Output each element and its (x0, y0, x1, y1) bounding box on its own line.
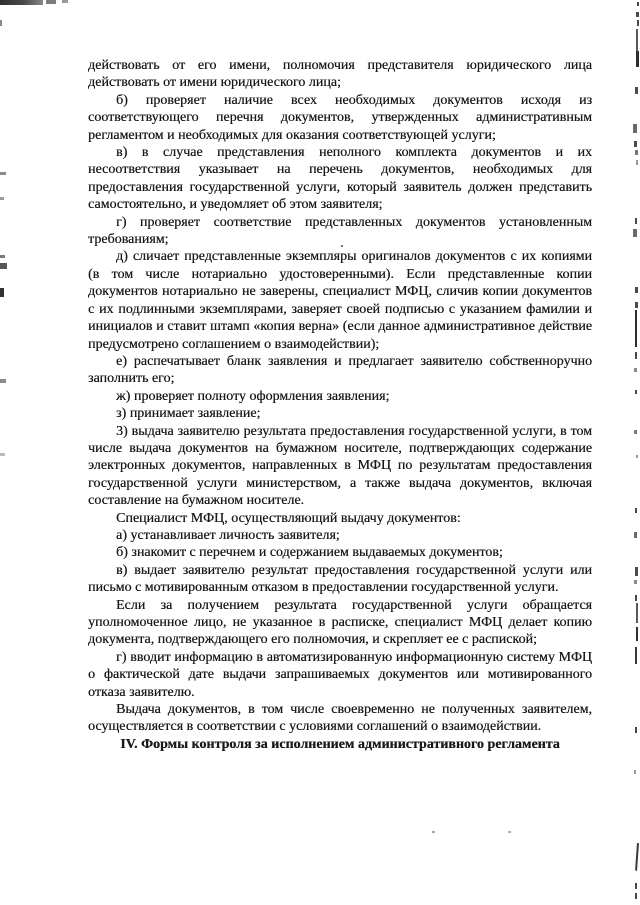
scan-artifact-top-left-smudge (0, 0, 43, 5)
scan-artifact-right-edge (635, 893, 637, 899)
paragraph-item-b2: б) знакомит с перечнем и содержанием выдаваемых документов; (116, 545, 503, 561)
scan-artifact-left-edge (0, 197, 4, 200)
scan-artifact-left-edge (0, 263, 7, 269)
scan-artifact-right-edge (636, 51, 639, 67)
paragraph-specialist-intro: Специалист МФЦ, осуществляющий выдачу документов: (116, 510, 461, 526)
scan-artifact-left-edge (0, 255, 5, 258)
scan-artifact-right-edge (634, 580, 637, 584)
scan-artifact-right-edge (637, 2, 639, 6)
scan-artifact-right-edge (635, 218, 637, 224)
scan-artifact-right-edge (635, 310, 637, 347)
scan-artifact-right-edge (633, 229, 637, 237)
scan-artifact-right-edge (635, 567, 638, 576)
paragraph-item-a2: а) устанавливает личность заявителя; (116, 527, 340, 543)
scan-artifact-right-edge (635, 352, 637, 359)
scan-artifact-right-edge (635, 508, 637, 513)
scan-artifact-right-edge (636, 29, 638, 51)
scan-artifact-right-edge (636, 603, 638, 623)
scan-artifact (46, 0, 56, 4)
scan-artifact-right-edge (635, 595, 637, 601)
scan-artifact-right-edge (634, 430, 637, 434)
scan-artifact-left-edge (0, 288, 4, 297)
scan-artifact-right-edge (635, 727, 637, 733)
scan-artifact-right-edge (636, 12, 639, 17)
paragraph-continuation: действовать от его имени, полномочия представителя юридического лица действовать от имени юридического лица; (88, 58, 592, 91)
paragraph-item-d: д) сличает представленные экземпляры оригиналов документов с их копиями (в том числе нотариально удостоверенными). Если представленные копии документов нотариально не заверены, специалист МФЦ, сличив копии документов с их подлинными экземплярами, заверяет своей подписью с указанием фамилии и инициалов и ставит штамп «копия верна» (если данное административное действие предусмотрено соглашением о взаимодействии); (88, 249, 592, 352)
section-heading-iv: IV. Формы контроля за исполнением административного регламента (120, 736, 560, 752)
scan-artifact-right-edge (634, 770, 636, 774)
paragraph-item-zh: ж) проверяет полноту оформления заявления; (116, 388, 390, 404)
scan-artifact (62, 0, 68, 3)
scan-artifact-right-edge (635, 647, 637, 664)
scan-artifact-right-edge (634, 368, 637, 372)
scan-artifact-right-edge (633, 124, 637, 133)
scan-artifact (508, 831, 511, 833)
scan-artifact-left-edge (0, 20, 2, 26)
scan-artifact-right-edge (636, 160, 638, 165)
paragraph-item-e: е) распечатывает бланк заявления и предлагает заявителю собственноручно заполнить его; (88, 353, 592, 387)
scan-artifact-right-edge (635, 843, 639, 871)
paragraph-item-v: в) в случае представления неполного комплекта документов и их несоответствия указывает на перечень документов, необходимых для предоставления государственной услуги, который заявитель должен представить самостоятельно, и уведомляет об этом заявителя; (88, 145, 592, 213)
paragraph-item-z: з) принимает заявление; (116, 406, 261, 422)
paragraph-item-g: г) проверяет соответствие представленных документов установленным требованиям; (88, 214, 592, 248)
paragraph-item-g2: г) вводит информацию в автоматизированную информационную систему МФЦ о фактической дате выдачи запрашиваемых документов или мотивированного отказа заявителю. (88, 649, 592, 700)
paragraph-final-issuance: Выдача документов, в том числе своевременно не полученных заявителем, осуществляется в соответствии с условиями соглашений о взаимодействии. (88, 702, 592, 735)
paragraph-item-v2: в) выдает заявителю результат предоставления государственной услуги или письмо с мотивированным отказом в предоставлении государственной услуги. (88, 562, 592, 596)
scan-artifact-left-edge (0, 172, 6, 175)
scan-artifact-right-edge (635, 390, 637, 394)
scan-artifact-right-edge (634, 141, 637, 147)
scan-artifact-right-edge (635, 883, 637, 889)
paragraph-item-b: б) проверяет наличие всех необходимых документов исходя из соответствующего перечня документов, утвержденных административным регламентом и необходимых для оказания соответствующей услуги; (88, 92, 592, 143)
scan-artifact-right-edge (637, 20, 639, 26)
scan-artifact-right-edge (635, 150, 638, 155)
scan-artifact-left-edge (0, 379, 6, 383)
scan-artifact-right-edge (635, 87, 638, 94)
scan-artifact (432, 831, 435, 833)
scan-artifact-right-edge (635, 287, 638, 293)
document-text-block (88, 57, 592, 753)
paragraph-item-3-issuance: 3) выдача заявителю результата предоставления государственной услуги, в том числе выдача документов на бумажном носителе, подтверждающих содержание электронных документов, направленных в МФЦ по результатам предоставления государственной услуги министерством, а также выдача документов, включая составление на бумажном носителе. (88, 423, 592, 509)
paragraph-authorized-person: Если за получением результата государственной услуги обращается уполномоченное лицо, не указанное в расписке, специалист МФЦ делает копию документа, подтверждающего его полномочия, и скрепляет ее с распиской; (88, 597, 592, 648)
scan-artifact-right-edge (634, 532, 637, 538)
scan-artifact-left-edge (0, 453, 5, 456)
scan-artifact-right-edge (636, 627, 638, 641)
scan-artifact-right-edge (636, 455, 638, 458)
scan-artifact-right-edge (635, 302, 638, 308)
